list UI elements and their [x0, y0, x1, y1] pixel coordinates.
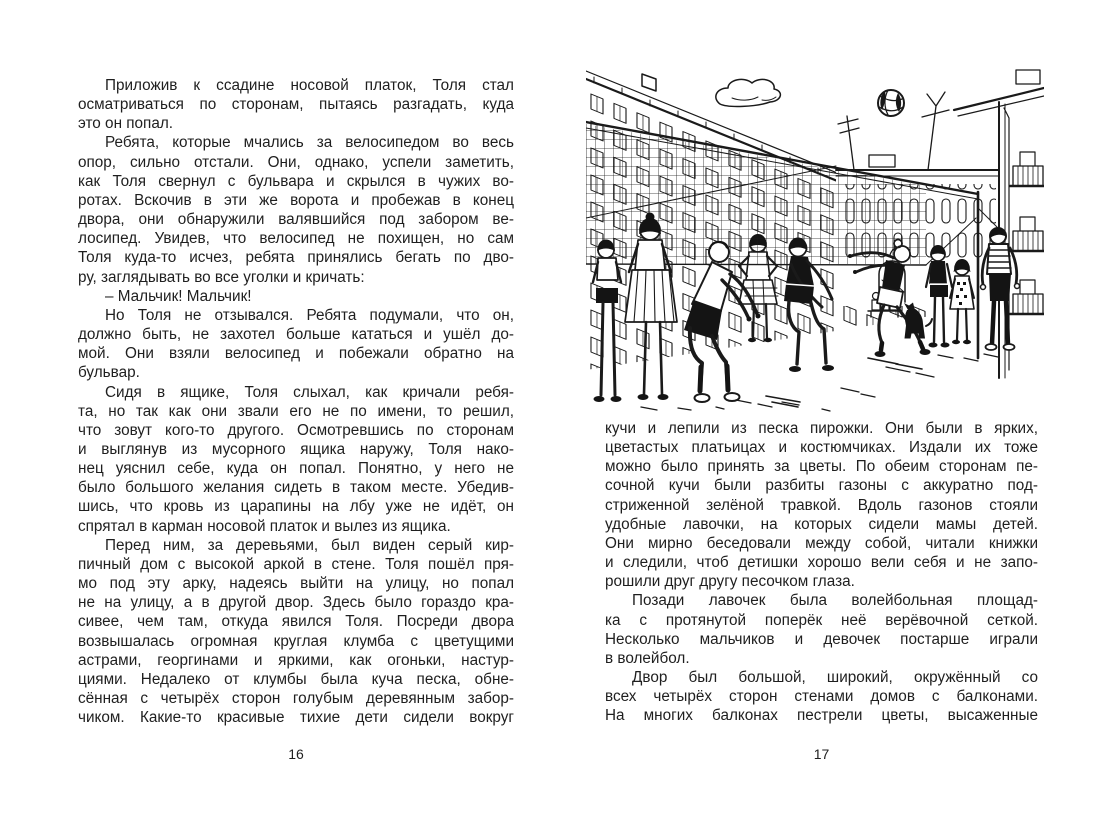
figure-girl-checkered-dress — [950, 259, 974, 344]
text-line: пичный дом с высокой аркой в стене. Толя пошёл пря- — [78, 555, 514, 573]
text-line: астрами, георгинами и яркими, как огоньки, настур- — [78, 651, 514, 669]
text-line: Приложив к ссадине носовой платок, Толя стал — [105, 77, 514, 94]
text-line: было большого желания сидеть в таком месте. Убедив- — [78, 479, 514, 497]
text-line: сочной кучи были разбиты газоны с аккуратно под- — [605, 477, 1038, 495]
text-column-right — [605, 419, 1038, 726]
page-number-left: 16 — [288, 746, 304, 762]
ground-hatching — [641, 354, 998, 411]
text-line: лосипед. Увидев, что велосипед не похищен, но сам — [78, 230, 514, 248]
text-line: сивее, чем там, откуда явился Толя. Посреди двора — [78, 613, 514, 631]
paragraph — [78, 383, 514, 536]
text-line: рошили друг другу песочком глаза. — [605, 573, 855, 591]
text-line: что зовут кого-то другого. Осмотревшись по сторонам — [78, 421, 514, 439]
text-line: возвышалась огромная круглая клумба с цветущими — [78, 632, 514, 650]
paragraph — [605, 668, 1038, 725]
paragraph — [605, 591, 1038, 668]
text-line: цветастых платьицах и костюмчиках. Издали их тоже — [605, 439, 1038, 457]
text-line: – Мальчик! Мальчик! — [105, 287, 252, 305]
text-column-left — [78, 76, 514, 727]
text-line: Несколько мальчиков и девочек постарше играли — [605, 630, 1038, 648]
text-line: ка с протянутой поперёк неё верёвочной сеткой. — [605, 611, 1038, 629]
text-line: и следили, чтоб детишки хорошо вели себя и не запо- — [605, 554, 1038, 572]
text-line: бульвар. — [78, 364, 140, 382]
paragraph — [78, 287, 514, 306]
text-line: Сидя в ящике, Толя слыхал, как кричали ребя- — [105, 383, 514, 401]
text-line: та, но так как они звали его не по имени, то решил, — [78, 402, 514, 420]
text-line: двора, они обнаружили валявшийся под забором ве- — [78, 211, 514, 229]
illustration-volleyball-scene — [586, 58, 1044, 414]
text-line: На многих балконах пестрели цветы, высаженные — [605, 707, 1038, 725]
text-line: чиком. Какие-то красивые тихие дети сидели вокруг — [78, 709, 514, 727]
text-line: Но Толя не отзывался. Ребята подумали, что он, — [105, 306, 514, 324]
text-line: и выглянув из мусорного ящика наружу, Толя нако- — [78, 440, 514, 458]
text-line: осматриваться по сторонам, пытаясь разгадать, куда — [78, 96, 514, 114]
text-line: всех четырёх сторон стенами домов с балконами. — [605, 688, 1038, 706]
text-line: нец уяснил себе, куда он попал. Понятно, у него не — [78, 460, 514, 478]
text-line: как Толя свернул с бульвара и скрылся в чужих во- — [78, 172, 514, 190]
text-line: в волейбол. — [605, 649, 690, 667]
text-line: должно быть, не захотел больше кататься и ушёл до- — [78, 326, 514, 344]
text-line: это он попал. — [78, 115, 174, 133]
text-line: спрятал в карман носовой платок и вылез из ящика. — [78, 517, 451, 535]
text-line: Они мирно беседовали между собой, читали книжки — [605, 534, 1038, 552]
paragraph — [78, 306, 514, 383]
text-line: стриженной зелёной травкой. Вдоль газонов стояли — [605, 496, 1038, 514]
text-line: мой. Они взяли велосипед и побежали обратно на — [78, 345, 514, 363]
page-number-right: 17 — [813, 746, 830, 762]
text-line: шись, что кровь из царапины на лбу уже не идёт, он — [78, 498, 514, 516]
text-line: Двор был большой, широкий, окружённый со — [632, 669, 1038, 687]
text-line: ру, заглядывать во все уголки и кричать: — [78, 268, 365, 286]
text-line: Перед ним, за деревьями, был виден серый кир- — [105, 536, 514, 554]
volleyball-icon — [878, 90, 904, 116]
text-line: удобные лавочки, на которых сидели мамы детей. — [605, 515, 1038, 533]
text-line: сённая с четырёх сторон голубым деревянным забор- — [78, 690, 514, 707]
paragraph — [78, 133, 514, 286]
text-line: Толя куда-то исчез, ребята принялись бегать по дво- — [78, 249, 514, 267]
paragraph — [605, 419, 1038, 591]
text-line: Позади лавочек была волейбольная площад- — [632, 592, 1038, 610]
paragraph — [78, 536, 514, 728]
text-line: мо под эту арку, надеясь выйти на улицу, но попал — [78, 575, 514, 593]
text-line: ротах. Вскочив в эти же ворота и пробежав в конец — [78, 191, 514, 209]
cloud-icon — [716, 79, 781, 106]
text-line: циями. Недалеко от клумбы была куча песка, обне- — [78, 670, 514, 688]
text-line: кучи и лепили из песка пирожки. Они были в ярких, — [605, 420, 1038, 437]
text-line: не на улицу, а в другой двор. Здесь было гораздо кра- — [78, 594, 514, 612]
text-line: Ребята, которые мчались за велосипедом во весь — [105, 134, 514, 152]
paragraph — [78, 76, 514, 133]
text-line: можно было принять за цветы. По обеим сторонам пе- — [605, 458, 1038, 476]
text-line: опор, сильно отстали. Они, однако, успели заметить, — [78, 153, 514, 171]
